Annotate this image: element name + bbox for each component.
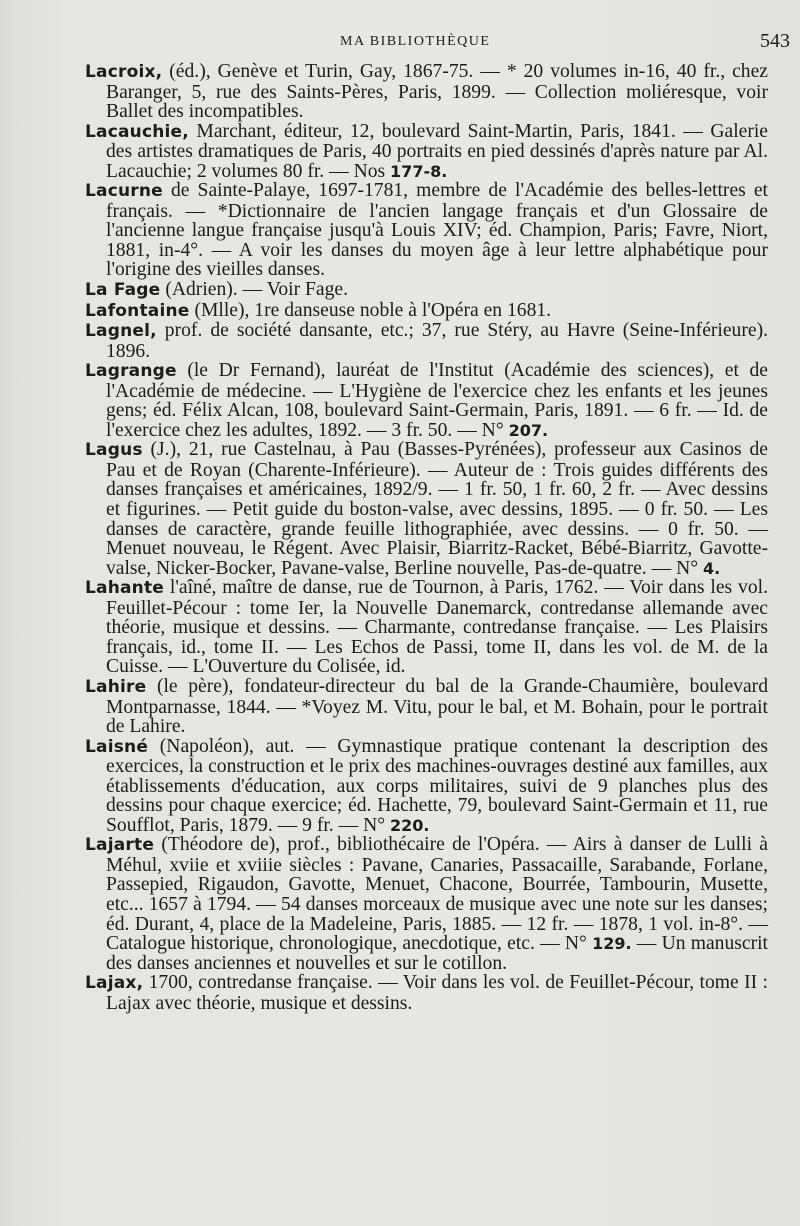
entry-ref-number: 220. [389, 815, 430, 835]
entry-lahante [85, 578, 768, 677]
entry-text: (Napoléon), aut. — Gymnastique pratique contenant la description des exercices, la construction et le prix des machines-ouvrages destiné aux familles, aux établissements d'éducation, aux corps militaires, suivi de 9 planches plus des dessins pour chaque exercice; éd. Hachette, 79, boulevard Saint-Germain et 11, rue Soufflot, Paris, 1879. — 9 fr. — N° [106, 735, 768, 836]
entry-lajarte [85, 835, 768, 973]
entry-text: (Adrien). — Voir Fage. [160, 279, 348, 301]
entry-headword: Lacroix, [85, 62, 163, 82]
entry-text: (J.), 21, rue Castelnau, à Pau (Basses-Pyrénées), professeur aux Casinos de Pau et de Royan (Charente-Inférieure). — Auteur de : Trois guides différents des danses françaises et américaines, 1892/9. — 1 fr. 50, 1 fr. 60, 2 fr. — Avec dessins et figurines. — Petit guide du boston-valse, avec dessins, 1895. — 0 fr. 50. — Les danses de caractère, grande feuille lithographiée, avec dessins. — 0 fr. 50. — Menuet nouveau, le Régent. Avec Plaisir, Biarritz-Racket, Bébé-Biarritz, Gavotte-valse, Nicker-Bocker, Pavane-valse, Berline nouvelle, Pas-de-quatre. — N° [106, 439, 768, 579]
entry-text: de Sainte-Palaye, 1697-1781, membre de l'Académie des belles-lettres et français. — *Dictionnaire de l'ancien langage français et d'un Glossaire de l'ancienne langue française jusqu'à Louis XIV; éd. Champion, Paris; Favre, Niort, 1881, in-4°. — A voir les danses du moyen âge à leur lettre alphabétique pour l'origine des vieilles danses. [106, 180, 768, 281]
entry-lacauchie [85, 122, 768, 182]
entry-lacroix [85, 62, 768, 122]
entry-headword: Lagrange [85, 361, 177, 382]
running-head [0, 30, 800, 56]
entry-headword: Lahante [85, 578, 165, 599]
entry-lacurne [85, 181, 768, 280]
entry-lajax [85, 973, 768, 1013]
entry-headword: Lacurne [85, 181, 163, 202]
entry-lafontaine [85, 301, 768, 322]
entry-lagus [85, 440, 768, 578]
entry-text: (le père), fondateur-directeur du bal de la Grande-Chaumière, boulevard Montparnasse, 1844. — *Voyez M. Vitu, pour le bal, et M. Bohain, pour le portrait de Lahire. [106, 675, 768, 738]
entry-ref-number: 129. [592, 934, 632, 954]
entry-headword: Lafontaine [85, 300, 190, 321]
entry-text: 1700, contredanse française. — Voir dans les vol. de Feuillet-Pécour, tome II : Lajax avec théorie, musique et dessins. [106, 972, 768, 1014]
entry-text: (Mlle), 1re danseuse noble à l'Opéra en 1681. [189, 299, 552, 321]
entry-lagnel [85, 321, 768, 361]
entry-ref-number: 207. [508, 420, 549, 440]
entry-text: (Théodore de), prof., bibliothécaire de l'Opéra. — Airs à danser de Lulli à Méhul, xviie et xviiie siècles : Pavane, Canaries, Passacaille, Sarabande, Forlane, Passepied, Rigaudon, Gavotte, Menuet, Chacone, Bourrée, Tambourin, Musette, etc... 1657 à 1794. — 54 danses morceaux de musique avec une note sur les danses; éd. Durant, 4, place de la Madeleine, Paris, 1885. — 12 fr. — 1878, 1 vol. in-8°. — Catalogue historique, chronologique, anecdotique, etc. — N° [106, 834, 768, 955]
entry-ref-number: 4. [702, 558, 721, 578]
entry-text-tail: — Un manuscrit des danses anciennes et nouvelles et sur le cotillon. [106, 933, 768, 974]
entry-headword: Lajax, [85, 973, 144, 994]
running-head-title: MA BIBLIOTHÈQUE [340, 34, 491, 49]
entry-lagrange [85, 361, 768, 440]
page-number: 543 [760, 30, 790, 52]
entry-text: prof. de société dansante, etc.; 37, rue Stéry, au Havre (Seine-Inférieure). 1896. [106, 320, 768, 362]
entry-text: Marchant, éditeur, 12, boulevard Saint-Martin, Paris, 1841. — Galerie des artistes dramatiques de Paris, 40 portraits en pied dessinés d'après nature par Al. Lacauchie; 2 volumes 80 fr. — Nos [106, 120, 768, 182]
entry-headword: La Fage [85, 280, 161, 301]
entry-headword: Lacauchie, [85, 121, 189, 142]
entry-headword: Lagus [85, 440, 143, 461]
entry-list [85, 62, 768, 1013]
entry-headword: Laisné [85, 736, 149, 757]
entry-text: (éd.), Genève et Turin, Gay, 1867-75. — * 20 volumes in-16, 40 fr., chez Baranger, 5, rue des Saints-Pères, Paris, 1899. — Collection moliéresque, voir Ballet des incompatibles. [106, 61, 768, 123]
entry-text: l'aîné, maître de danse, rue de Tournon, à Paris, 1762. — Voir dans les vol. Feuillet-Pécour : tome Ier, la Nouvelle Danemarck, contredanse allemande avec théorie, musique et dessins. — Charmante, contredanse française. — Les Plaisirs français, id., tome II. — Les Echos de Passi, tome II, dans les vol. de M. de la Cuisse. — L'Ouverture du Colisée, id. [106, 577, 768, 678]
entry-laisne [85, 737, 768, 836]
entry-headword: Lahire [85, 676, 147, 697]
entry-text: (le Dr Fernand), lauréat de l'Institut (Académie des sciences), et de l'Académie de médecine. — L'Hygiène de l'exercice chez les enfants et les jeunes gens; éd. Félix Alcan, 108, boulevard Saint-Germain, Paris, 1891. — 6 fr. — Id. de l'exercice chez les adultes, 1892. — 3 fr. 50. — N° [106, 360, 768, 441]
entry-ref-number: 177-8. [390, 161, 448, 181]
entry-headword: Lagnel, [85, 321, 157, 342]
entry-lahire [85, 677, 768, 737]
entry-la-fage [85, 280, 768, 301]
entry-headword: Lajarte [85, 835, 155, 856]
